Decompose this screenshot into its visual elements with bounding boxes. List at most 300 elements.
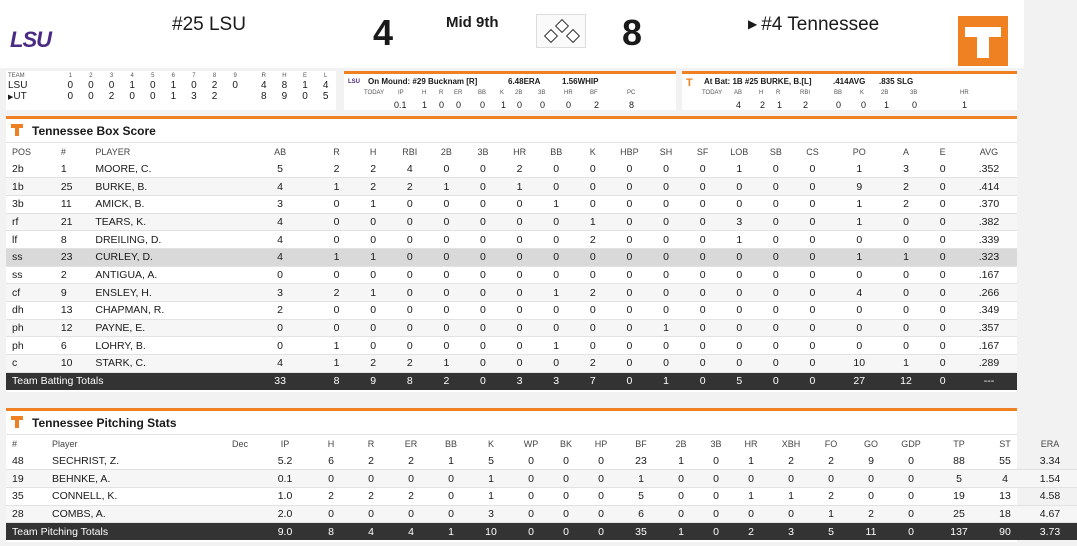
team-cell: LSU	[8, 80, 28, 91]
inning-cell: 0	[149, 80, 156, 91]
stat-cell: 0	[721, 178, 758, 196]
stat-cell: 0	[575, 178, 612, 196]
total-cell: 4	[391, 523, 431, 541]
stat-cell: 0	[391, 302, 428, 320]
batter-title[interactable]: At Bat: 1B #25 BURKE, B.[L]	[704, 77, 812, 86]
stat-cell: 0	[501, 213, 538, 231]
on-mound-panel	[344, 71, 676, 110]
stat-cell: 1	[731, 452, 771, 470]
stat-cell: 0	[538, 178, 575, 196]
stat-cell: 0	[648, 231, 685, 249]
stat-cell: 0	[581, 505, 621, 523]
stat-header: K	[860, 90, 865, 96]
stat-cell: 0	[511, 505, 551, 523]
stat-cell: 0	[661, 487, 701, 505]
stat-cell: 0	[648, 284, 685, 302]
stat-cell: 0	[431, 487, 471, 505]
pitcher-title[interactable]: On Mound: #29 Bucknam [R]	[368, 77, 478, 86]
stat-cell: 0	[721, 319, 758, 337]
stat-cell: 0	[661, 470, 701, 488]
stat-cell: 1	[831, 213, 888, 231]
stat-cell: 0	[758, 319, 795, 337]
position-cell: ss	[6, 248, 55, 266]
stat-cell: 0	[721, 302, 758, 320]
stat-cell: 2	[811, 487, 851, 505]
table-row[interactable]	[6, 355, 1017, 373]
stat-cell: 0	[351, 470, 391, 488]
stat-cell: 0	[661, 505, 701, 523]
stat-cell: 1	[831, 248, 888, 266]
stat-cell: 0	[924, 337, 961, 355]
stat-cell: 0	[391, 284, 428, 302]
stat-cell: 4	[831, 284, 888, 302]
column-header[interactable]: E	[939, 146, 946, 157]
stat-cell: 0	[428, 195, 465, 213]
column-header[interactable]: FO	[824, 438, 838, 449]
stat-cell: 1	[355, 248, 392, 266]
stat-cell: 0	[721, 195, 758, 213]
column-header[interactable]: 3B	[710, 438, 722, 449]
player-name-link[interactable]: CONNELL, K.	[46, 487, 221, 505]
stat-cell: 0	[391, 248, 428, 266]
stat-cell: 0	[391, 266, 428, 284]
column-header[interactable]: R	[333, 146, 340, 157]
player-name-link[interactable]: ENSLEY, H.	[89, 284, 242, 302]
column-header[interactable]: #	[60, 146, 66, 157]
inning-header: 8	[212, 72, 217, 79]
column-header[interactable]: XBH	[781, 438, 801, 449]
column-header[interactable]: BK	[559, 438, 572, 449]
inning-header: 4	[130, 72, 134, 79]
stat-cell: 0	[684, 284, 721, 302]
column-header[interactable]: HR	[513, 146, 527, 157]
player-name-link[interactable]: TEARS, K.	[89, 213, 242, 231]
batter-avg: .414AVG	[833, 77, 866, 86]
stat-value: 1	[962, 100, 968, 110]
position-cell: dh	[6, 302, 55, 320]
total-cell: 0	[794, 372, 831, 390]
stat-cell: 0	[465, 266, 502, 284]
stat-cell: 0	[611, 319, 648, 337]
stat-cell: 0	[538, 160, 575, 178]
stat-cell: 0	[758, 337, 795, 355]
column-header[interactable]: A	[903, 146, 910, 157]
total-cell: 8	[281, 80, 288, 91]
stat-cell: 4.58	[1023, 487, 1077, 505]
column-header[interactable]: HR	[744, 438, 758, 449]
stat-cell: 0	[391, 213, 428, 231]
stat-cell: 0	[465, 160, 502, 178]
stat-cell: 0	[431, 505, 471, 523]
player-name-link[interactable]: LOHRY, B.	[89, 337, 242, 355]
column-header[interactable]: PO	[852, 146, 866, 157]
player-name-link[interactable]: ANTIGUA, A.	[89, 266, 242, 284]
stat-cell: 0	[511, 452, 551, 470]
total-cell: 9.0	[259, 523, 311, 541]
column-header[interactable]: AB	[274, 146, 287, 157]
total-cell: 1	[431, 523, 471, 541]
stat-cell: 0	[538, 319, 575, 337]
inning-cell: 0	[67, 91, 74, 102]
stat-cell: .414	[961, 178, 1017, 196]
column-header[interactable]: BB	[550, 146, 563, 157]
position-cell: ss	[6, 266, 55, 284]
column-header[interactable]: 2B	[675, 438, 687, 449]
player-name-link[interactable]: BURKE, B.	[89, 178, 242, 196]
stat-cell: 0	[391, 505, 431, 523]
column-header[interactable]: #	[12, 438, 18, 449]
column-header[interactable]: ST	[999, 438, 1011, 449]
stat-value: 0	[566, 100, 572, 110]
linescore-row	[6, 91, 336, 102]
total-cell: 0	[924, 372, 961, 390]
stat-cell: 2	[318, 284, 355, 302]
column-header[interactable]: TP	[953, 438, 965, 449]
stat-cell: 0	[551, 470, 581, 488]
stat-cell: 0	[501, 266, 538, 284]
stat-header: R	[776, 90, 781, 96]
total-cell: 0	[611, 372, 648, 390]
table-row[interactable]	[6, 195, 1017, 213]
stat-cell: 0	[701, 505, 731, 523]
stat-cell: 3	[888, 160, 925, 178]
table-row[interactable]	[6, 248, 1017, 266]
stat-cell: 4	[242, 355, 318, 373]
stat-cell: 0	[701, 452, 731, 470]
stat-cell: 0	[428, 248, 465, 266]
stat-cell: 0	[794, 337, 831, 355]
stat-cell: 5	[471, 452, 511, 470]
column-header[interactable]: CS	[806, 146, 819, 157]
jersey-number-cell: 19	[6, 470, 46, 488]
stat-cell: 0	[465, 213, 502, 231]
second-base-icon	[555, 19, 569, 33]
inning-cell	[225, 91, 246, 102]
table-row[interactable]	[6, 470, 1077, 488]
stat-cell: 0	[611, 160, 648, 178]
stat-cell: 0	[428, 302, 465, 320]
stat-cell	[221, 470, 259, 488]
stat-cell: 0	[501, 355, 538, 373]
total-header: R	[261, 72, 266, 79]
total-header: H	[282, 72, 287, 79]
home-team-name[interactable]	[748, 14, 879, 36]
column-header[interactable]: SF	[696, 146, 709, 157]
table-row[interactable]	[6, 337, 1017, 355]
total-cell: 0	[701, 523, 731, 541]
inning-cell: 0	[108, 80, 115, 91]
table-row[interactable]	[6, 178, 1017, 196]
stat-cell: 0	[684, 319, 721, 337]
stat-cell: 0	[794, 266, 831, 284]
stat-cell: 1	[888, 355, 925, 373]
stat-cell: 55	[987, 452, 1023, 470]
stat-cell: 0	[891, 487, 931, 505]
player-name-link[interactable]: CHAPMAN, R.	[89, 302, 242, 320]
stat-cell: 0	[551, 487, 581, 505]
stat-cell: 0	[811, 470, 851, 488]
stat-value: 1	[884, 100, 890, 110]
pitcher-era: 6.48ERA	[508, 77, 541, 86]
column-header[interactable]: IP	[280, 438, 290, 449]
stat-header: PC	[627, 90, 636, 96]
stat-header: 3B	[538, 90, 546, 96]
column-header[interactable]: SB	[769, 146, 782, 157]
player-name-link[interactable]: AMICK, B.	[89, 195, 242, 213]
stat-cell: .323	[961, 248, 1017, 266]
stat-cell: 2	[575, 231, 612, 249]
stat-cell: 0	[924, 231, 961, 249]
stat-cell: 0	[242, 319, 318, 337]
stat-cell: 0	[611, 266, 648, 284]
stat-cell: 0	[355, 319, 392, 337]
player-name-link[interactable]: MOORE, C.	[89, 160, 242, 178]
stat-value: 8	[629, 100, 635, 110]
player-name-link[interactable]: DREILING, D.	[89, 231, 242, 249]
column-header[interactable]: GDP	[901, 438, 921, 449]
total-cell: 0	[511, 523, 551, 541]
column-header[interactable]: Dec	[231, 438, 248, 449]
stat-cell: 2	[771, 452, 811, 470]
table-row[interactable]	[6, 213, 1017, 231]
stat-cell: 1	[318, 355, 355, 373]
stat-header: BB	[834, 90, 843, 96]
stat-cell: 6	[621, 505, 661, 523]
column-header[interactable]: H	[327, 438, 335, 449]
stat-cell: 0	[575, 302, 612, 320]
column-header[interactable]: WP	[523, 438, 539, 449]
stat-cell: 0	[648, 248, 685, 266]
stat-cell: 1	[355, 284, 392, 302]
totals-row	[6, 372, 1017, 390]
bases-diamond-icon	[536, 14, 586, 48]
box-score-panel	[6, 116, 1017, 392]
table-row[interactable]	[6, 231, 1017, 249]
scoreboard-header	[0, 0, 1024, 68]
stat-header: 2B	[515, 90, 523, 96]
column-header[interactable]: HP	[594, 438, 608, 449]
stat-cell: 10	[831, 355, 888, 373]
table-row[interactable]	[6, 319, 1017, 337]
stat-cell: 0	[888, 231, 925, 249]
inning-cell: 2	[211, 80, 218, 91]
stat-cell	[221, 505, 259, 523]
column-header[interactable]: GO	[863, 438, 878, 449]
pitcher-whip: 1.56WHIP	[562, 77, 599, 86]
tennessee-logo-icon	[10, 415, 24, 429]
stat-cell: 0	[428, 284, 465, 302]
player-name-link[interactable]: COMBS, A.	[46, 505, 221, 523]
home-score: 8	[622, 12, 643, 53]
stat-cell: 0	[648, 302, 685, 320]
player-name-link[interactable]: CURLEY, D.	[89, 248, 242, 266]
stat-cell: 0	[684, 337, 721, 355]
stat-cell: .266	[961, 284, 1017, 302]
stat-cell: 0	[428, 319, 465, 337]
total-cell: 10	[471, 523, 511, 541]
total-cell: 8	[318, 372, 355, 390]
stat-cell: 0	[511, 470, 551, 488]
stat-header: BF	[590, 90, 598, 96]
player-name-link[interactable]: PAYNE, E.	[89, 319, 242, 337]
inning-cell: 3	[191, 91, 197, 102]
player-name-link[interactable]: STARK, C.	[89, 355, 242, 373]
linescore-panel	[6, 71, 336, 110]
column-header[interactable]: BB	[444, 438, 457, 449]
table-row[interactable]	[6, 505, 1077, 523]
stat-cell: 0	[721, 284, 758, 302]
stat-cell: 0	[538, 231, 575, 249]
stat-cell: 1	[538, 337, 575, 355]
stat-cell: 0	[465, 302, 502, 320]
table-row[interactable]	[6, 160, 1017, 178]
stat-cell: 0	[575, 248, 612, 266]
stat-cell: 0	[794, 302, 831, 320]
stat-cell: 0	[242, 266, 318, 284]
jersey-number-cell: 13	[55, 302, 90, 320]
stat-value: 2	[803, 100, 809, 110]
stat-cell: 0	[501, 337, 538, 355]
total-cell: 0	[302, 91, 308, 102]
stat-cell: 0	[355, 213, 392, 231]
inning-cell: 1	[170, 80, 177, 91]
player-name-link[interactable]: BEHNKE, A.	[46, 470, 221, 488]
table-row[interactable]	[6, 302, 1017, 320]
stat-cell: 1	[831, 195, 888, 213]
stat-cell: 25	[931, 505, 987, 523]
stat-cell: 0	[501, 248, 538, 266]
stat-cell: 0	[924, 160, 961, 178]
column-header[interactable]: ER	[404, 438, 418, 449]
table-row[interactable]	[6, 266, 1017, 284]
stat-header: RBI	[800, 90, 811, 96]
stat-cell: 0	[721, 266, 758, 284]
column-header[interactable]: SH	[659, 146, 673, 157]
stat-cell: 0	[581, 470, 621, 488]
stat-cell: 0	[575, 319, 612, 337]
stat-cell: 0	[465, 355, 502, 373]
column-header[interactable]: AVG	[979, 146, 999, 157]
stat-value: 1	[422, 100, 428, 110]
column-header[interactable]: POS	[12, 146, 32, 157]
column-header[interactable]: H	[369, 146, 377, 157]
column-header[interactable]: HBP	[620, 146, 639, 157]
stat-cell: 0	[501, 195, 538, 213]
column-header[interactable]: ERA	[1040, 438, 1060, 449]
stat-cell: 18	[987, 505, 1023, 523]
stat-value: 2	[594, 100, 600, 110]
inning-cell: 0	[191, 80, 197, 91]
stat-cell: 0	[794, 248, 831, 266]
stat-cell: 0	[924, 284, 961, 302]
stat-cell: 0	[924, 355, 961, 373]
stat-cell: 2	[311, 487, 351, 505]
column-header[interactable]: RBI	[402, 146, 418, 157]
spacer	[245, 80, 253, 91]
column-header[interactable]: 2B	[440, 146, 452, 157]
stat-cell	[221, 452, 259, 470]
column-header[interactable]: R	[367, 438, 375, 449]
stat-cell: 2	[391, 452, 431, 470]
player-name-link[interactable]: SECHRIST, Z.	[46, 452, 221, 470]
stat-cell: 0	[794, 213, 831, 231]
inning-header: 3	[109, 72, 114, 79]
totals-label: Team Pitching Totals	[6, 523, 259, 541]
table-row[interactable]	[6, 452, 1077, 470]
stat-cell: 0	[648, 160, 685, 178]
table-row[interactable]	[6, 284, 1017, 302]
today-label: TODAY	[702, 90, 723, 96]
stat-cell: 0	[575, 160, 612, 178]
inning-header: 9	[233, 72, 237, 79]
stat-cell: .167	[961, 266, 1017, 284]
pitching-table	[6, 435, 1077, 540]
stat-cell: 1	[471, 470, 511, 488]
stat-cell: 0	[831, 302, 888, 320]
stat-cell: .352	[961, 160, 1017, 178]
column-header[interactable]: 3B	[477, 146, 489, 157]
position-cell: rf	[6, 213, 55, 231]
inning-header: 2	[89, 72, 93, 79]
stat-cell: 0	[684, 195, 721, 213]
box-score-table	[6, 143, 1017, 390]
stat-cell: 5	[242, 160, 318, 178]
stat-header: 2B	[881, 90, 889, 96]
total-cell: 35	[621, 523, 661, 541]
batting-indicator-icon: ▶	[8, 94, 14, 101]
column-header[interactable]: K	[589, 146, 596, 157]
table-row[interactable]	[6, 487, 1077, 505]
total-cell: 12	[888, 372, 925, 390]
total-cell: 9	[281, 91, 288, 102]
total-cell: 3	[771, 523, 811, 541]
column-header[interactable]: Player	[52, 438, 78, 449]
stat-cell: 2	[242, 302, 318, 320]
stat-cell	[221, 487, 259, 505]
inning-cell: 0	[232, 80, 238, 91]
stat-cell: .167	[961, 337, 1017, 355]
column-header[interactable]: PLAYER	[95, 146, 131, 157]
inning-cell: 0	[88, 91, 94, 102]
total-cell: 27	[831, 372, 888, 390]
at-bat-panel	[682, 71, 1017, 110]
inning-header: 6	[171, 72, 176, 79]
stat-cell: 0	[731, 505, 771, 523]
jersey-number-cell: 1	[55, 160, 90, 178]
stat-cell: 0	[465, 195, 502, 213]
column-header[interactable]: BF	[635, 438, 647, 449]
stat-value: 1	[501, 100, 507, 110]
stat-value: 0	[456, 100, 462, 110]
totals-row	[6, 523, 1077, 541]
jersey-number-cell: 6	[55, 337, 90, 355]
stat-cell: 0	[611, 195, 648, 213]
stat-cell: 0	[924, 266, 961, 284]
stat-cell: 0	[721, 248, 758, 266]
stat-cell: 0	[684, 160, 721, 178]
column-header[interactable]: K	[487, 438, 494, 449]
inning-cell: 0	[67, 80, 74, 91]
stat-cell: 2	[575, 284, 612, 302]
box-score-header	[6, 119, 1017, 143]
total-cell: 3	[501, 372, 538, 390]
column-header[interactable]: LOB	[730, 146, 749, 157]
stat-cell: 0	[391, 319, 428, 337]
stat-value: 0	[912, 100, 918, 110]
away-team-name[interactable]: #25 LSU	[172, 14, 246, 35]
stat-cell: 2	[391, 178, 428, 196]
stat-cell: 0	[794, 319, 831, 337]
